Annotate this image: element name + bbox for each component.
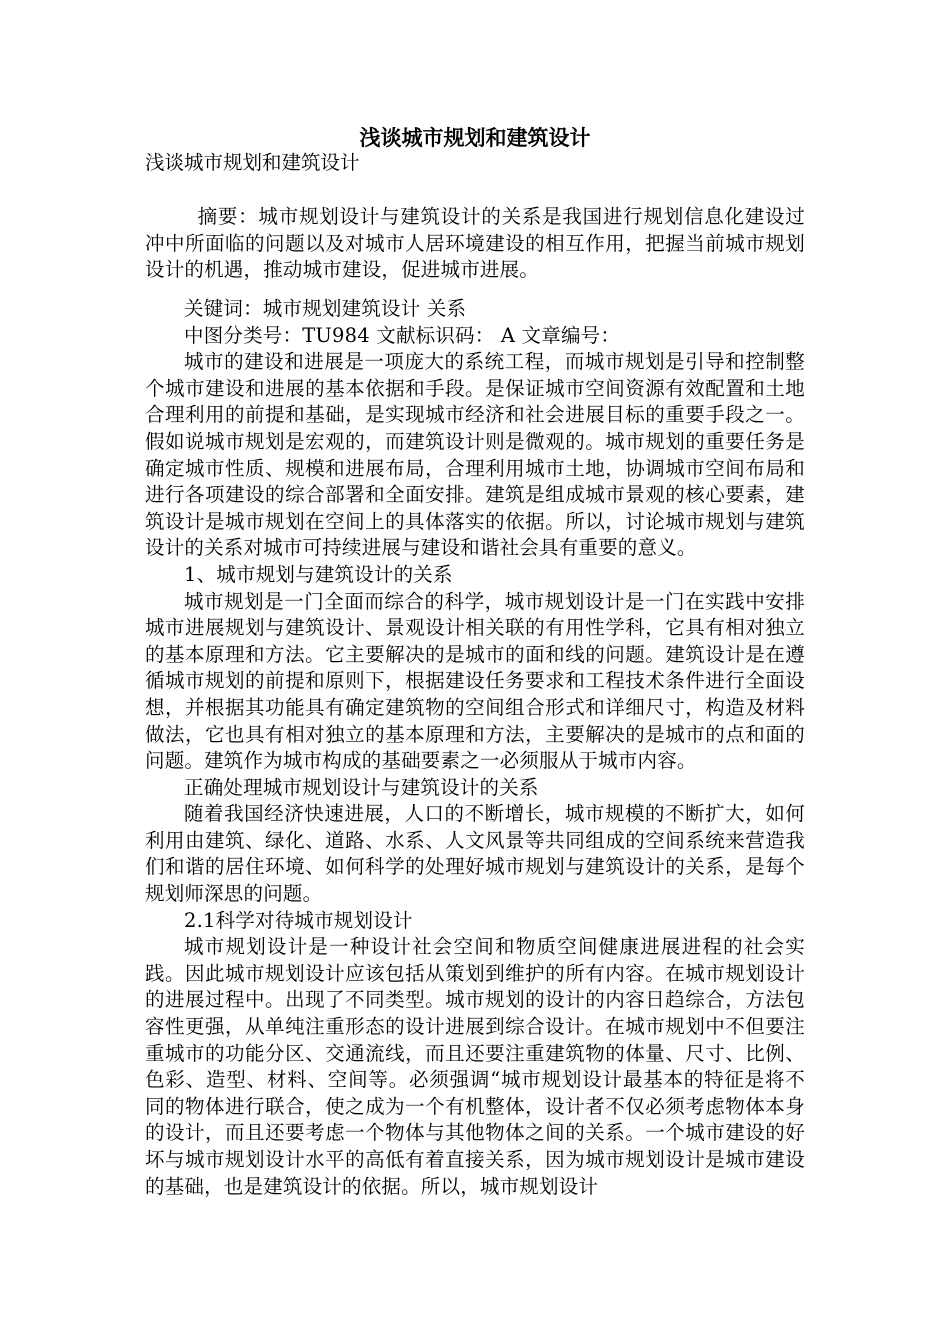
section-heading: 1、城市规划与建筑设计的关系 <box>184 562 453 586</box>
body-paragraph: 城市的建设和进展是一项庞大的系统工程，而城市规划是引导和控制整个城市建设和进展的基本依据和手段。是保证城市空间资源有效配置和土地合理利用的前提和基础，是实现城市经济和社会进展目标的重要手段之一。假如说城市规划是宏观的，而建筑设计则是微观的。城市规划的重要任务是确定城市性质、规模和进展布局，合理利用城市土地，协调城市空间布局和进行各项建设的综合部署和全面安排。建筑是组成城市景观的核心要素，建筑设计是城市规划在空间上的具体落实的依据。所以，讨论城市规划与建筑设计的关系对城市可持续进展与建设和谐社会具有重要的意义。 <box>145 350 805 560</box>
section-heading: 2.1科学对待城市规划设计 <box>184 908 413 932</box>
document-subtitle: 浅谈城市规划和建筑设计 <box>145 151 360 174</box>
keywords-line: 关键词：城市规划建筑设计 关系 <box>184 297 467 320</box>
body-paragraph: 城市规划是一门全面而综合的科学，城市规划设计是一门在实践中安排城市进展规划与建筑设计、景观设计相关联的有用性学科，它具有相对独立的基本原理和方法。它主要解决的是城市的面和线的问题。建筑设计是在遵循城市规划的前提和原则下，根据建设任务要求和工程技术条件进行全面设想，并根据其功能具有确定建筑物的空间组合形式和详细尺寸，构造及材料做法，它也具有相对独立的基本原理和方法，主要解决的是城市的点和面的问题。建筑作为城市构成的基础要素之一必须服从于城市内容。 <box>145 589 805 773</box>
main-body <box>145 296 805 1200</box>
abstract-paragraph: 摘要：城市规划设计与建筑设计的关系是我国进行规划信息化建设过冲中所面临的问题以及对城市人居环境建设的相互作用，把握当前城市规划设计的机遇，推动城市建设，促进城市进展。 <box>145 205 805 282</box>
classification-line: 中图分类号：TU984 文献标识码： A 文章编号： <box>184 323 621 347</box>
section-heading: 正确处理城市规划设计与建筑设计的关系 <box>184 775 539 799</box>
body-paragraph: 城市规划设计是一种设计社会空间和物质空间健康进展进程的社会实践。因此城市规划设计应该包括从策划到维护的所有内容。在城市规划设计的进展过程中。出现了不同类型。城市规划的设计的内容日趋综合，方法包容性更强，从单纯注重形态的设计进展到综合设计。在城市规划中不但要注重城市的功能分区、交通流线，而且还要注重建筑物的体量、尺寸、比例、色彩、造型、材料、空间等。必须强调“城市规划设计最基本的特征是将不同的物体进行联合，使之成为一个有机整体，设计者不仅必须考虑物体本身的设计，而且还要考虑一个物体与其他物体之间的关系。一个城市建设的好坏与城市规划设计水平的高低有着直接关系，因为城市规划设计是城市建设的基础，也是建筑设计的依据。所以，城市规划设计 <box>145 935 805 1198</box>
document-title: 浅谈城市规划和建筑设计 <box>359 126 591 150</box>
body-paragraph: 随着我国经济快速进展，人口的不断增长，城市规模的不断扩大，如何利用由建筑、绿化、道路、水系、人文风景等共同组成的空间系统来营造我们和谐的居住环境、如何科学的处理好城市规划与建筑设计的关系，是每个规划师深思的问题。 <box>145 802 805 906</box>
abstract-section <box>145 204 805 284</box>
